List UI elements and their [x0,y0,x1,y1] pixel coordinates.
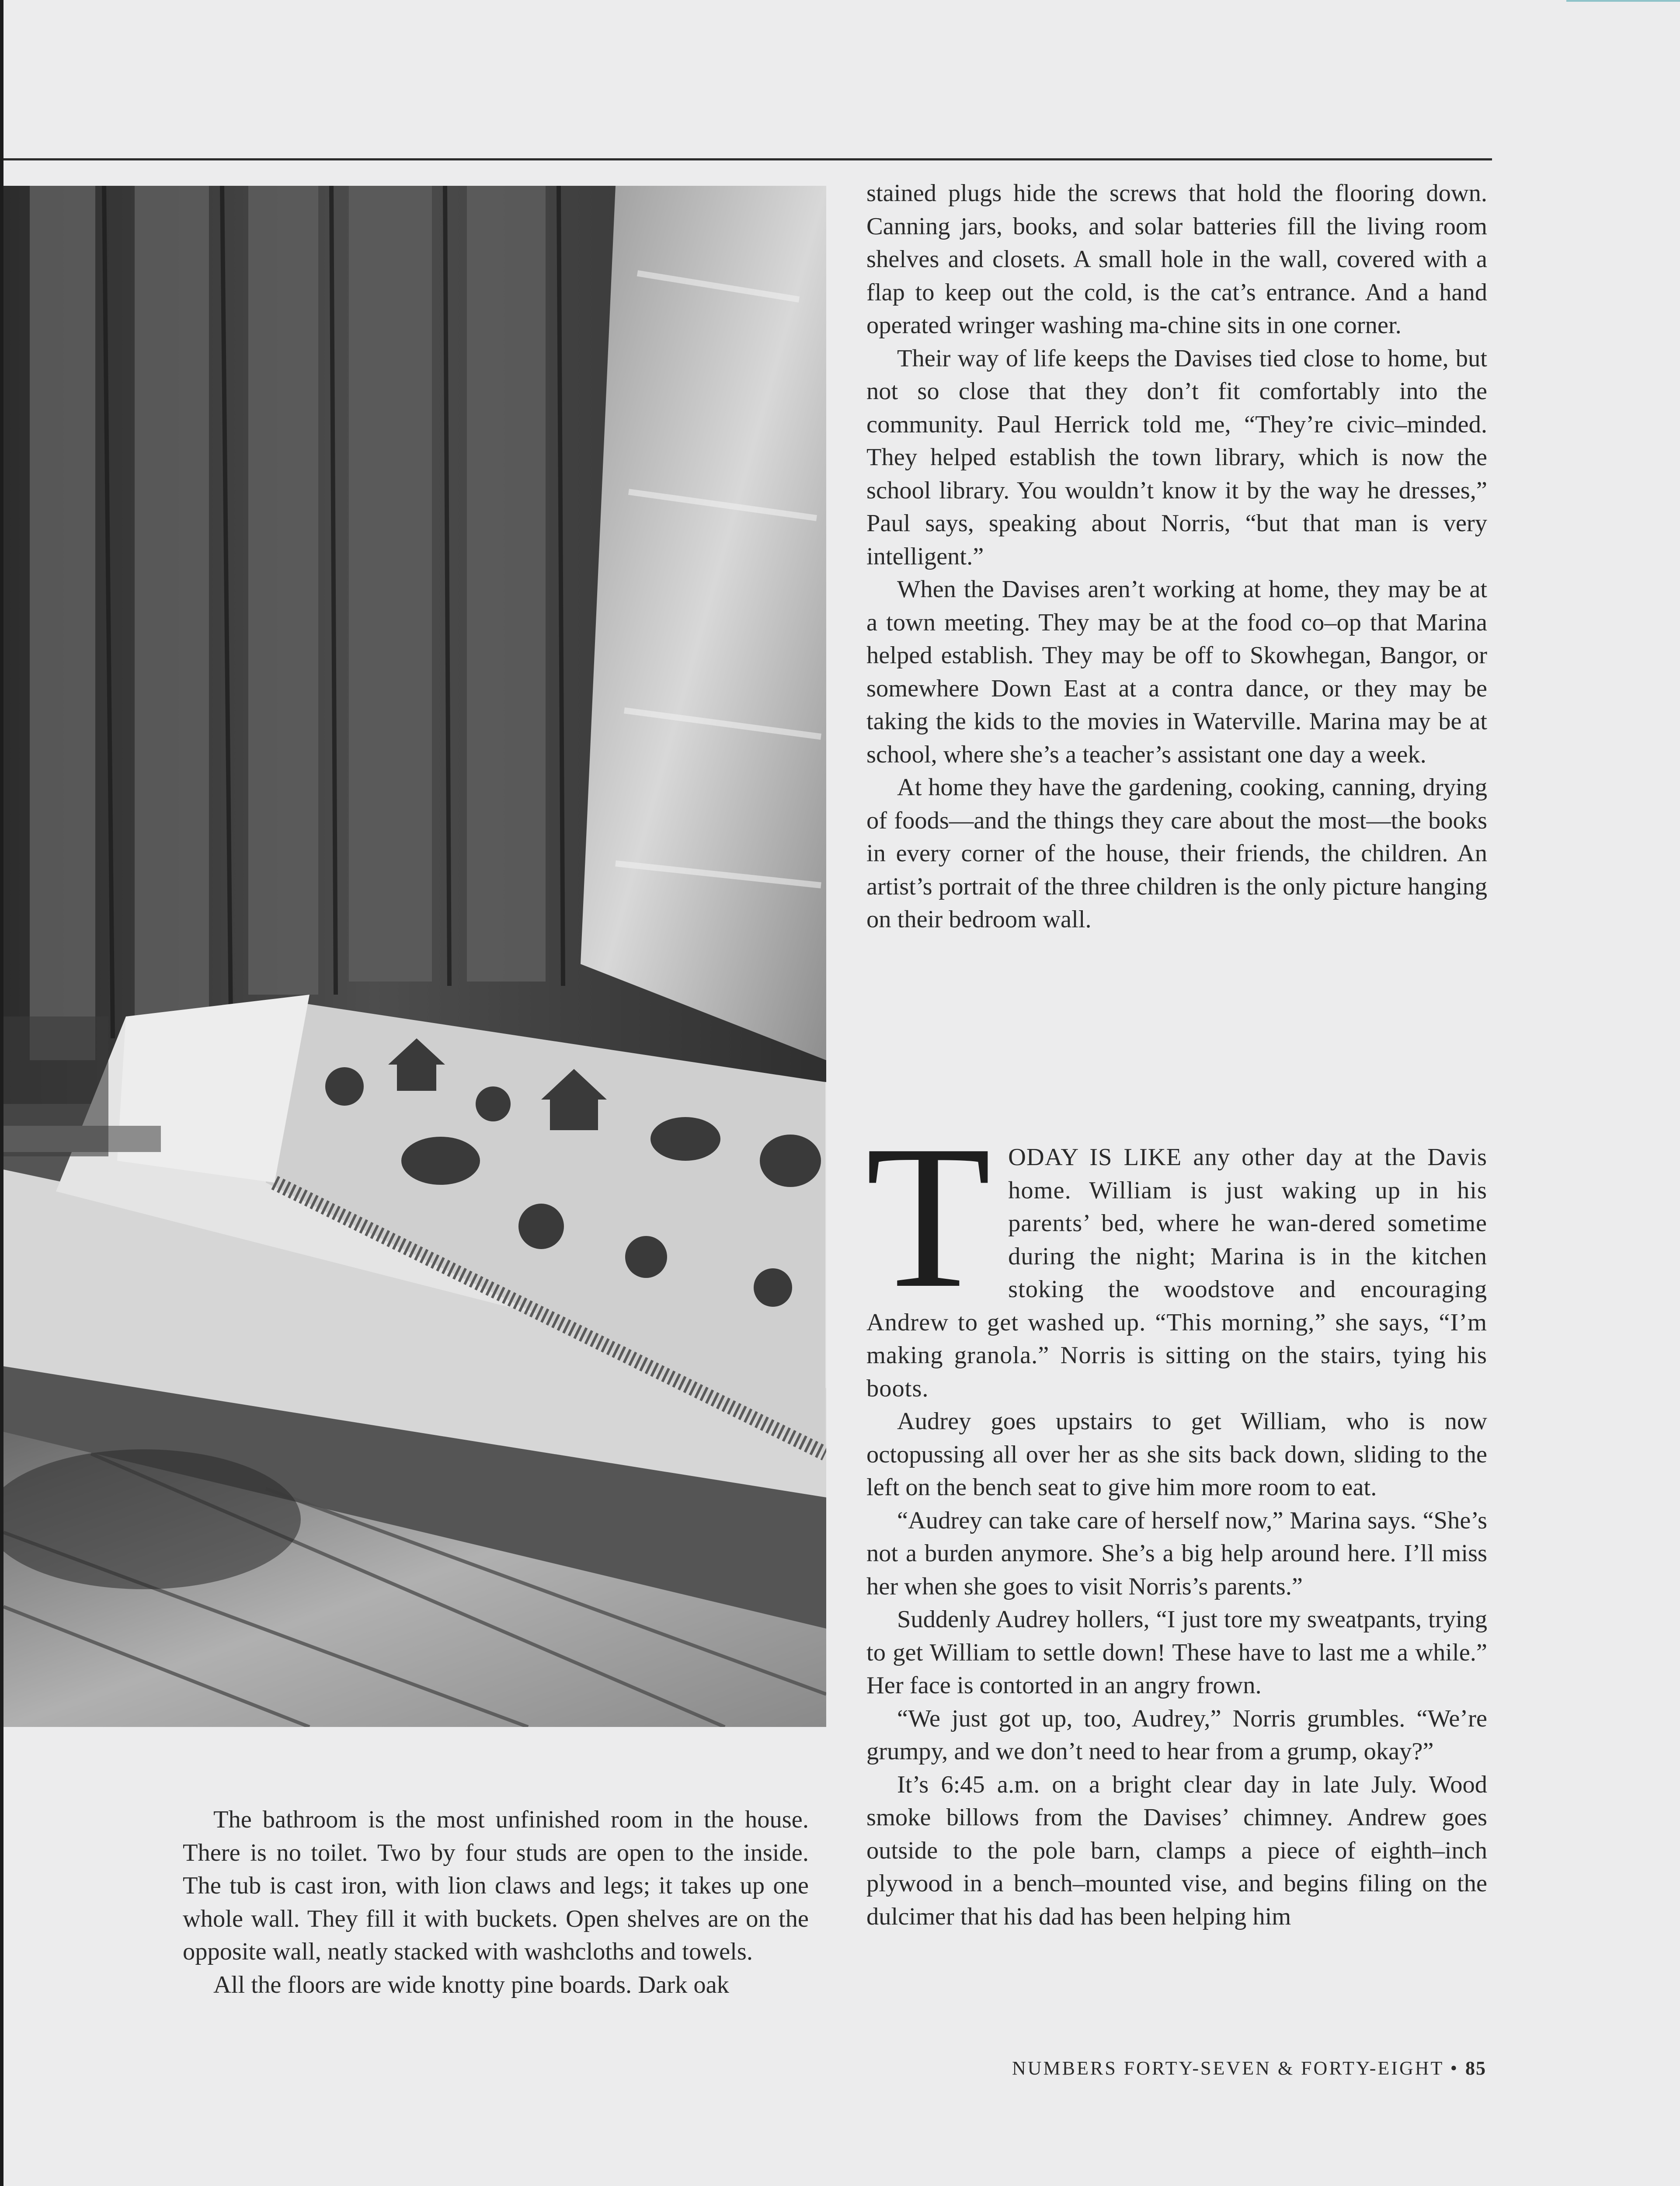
paragraph-2: Their way of life keeps the Davises tied close to home, but not so close that they don’t fit comfortably into the community. Paul Herrick told me, “They’re civic–minded. They helped establish the town library, which is now the school library. You wouldn’t know it by the way he dresses,” Paul says, speaking about Norris, “but that man is very intelligent.” [866,345,1487,570]
floors-paragraph: All the floors are wide knotty pine boards. Dark oak [213,1971,729,1998]
bedroom-photo [3,186,826,1727]
corner-accent [1566,0,1680,2]
paragraph-7: “Audrey can take care of herself now,” Marina says. “She’s not a burden anymore. She’s a big help around here. I’ll miss her when she goes to visit Norris’s parents.” [866,1507,1487,1600]
lead-text: ODAY IS LIKE any other day at the Davis home. William is just waking up in his parents’ bed, where he wan-dered sometime during the night; Marina is in the kitchen stoking the woodstove and encouraging Andrew to get washed up. “This morning,” she says, “I’m making granola.” Norris is sitting on the stairs, tying his boots. [866,1144,1487,1402]
left-column-bottom [183,1803,809,2002]
paragraph-6: Audrey goes upstairs to get William, who is now octopussing all over her as she sits back down, sliding to the left on the bench seat to give him more room to eat. [866,1408,1487,1501]
lead-paragraph [866,1103,1487,1405]
right-column-bottom [866,1103,1487,1933]
paragraph-10: It’s 6:45 a.m. on a bright clear day in late July. Wood smoke billows from the Davises’ chimney. Andrew goes outside to the pole barn, clamps a piece of eighth–inch plywood in a bench–mounted vise, and begins filing on the dulcimer that his dad has been helping him [866,1771,1487,1930]
bathroom-paragraph: The bathroom is the most unfinished room in the house. There is no toilet. Two by four studs are open to the inside. The tub is cast iron, with lion claws and legs; it takes up one whole wall. They fill it with buckets. Open shelves are on the opposite wall, neatly stacked with washcloths and towels. [183,1806,809,1965]
paragraph-8: Suddenly Audrey hollers, “I just tore my sweatpants, trying to get William to settle down! These have to last me a while.” Her face is contorted in an angry frown. [866,1606,1487,1699]
paragraph-4: At home they have the gardening, cooking, canning, drying of foods—and the things they care about the most—the books in every corner of the house, their friends, the children. An artist’s portrait of the three children is the only picture hanging on their bedroom wall. [866,774,1487,933]
paragraph-1: stained plugs hide the screws that hold the flooring down. Canning jars, books, and solar batteries fill the living room shelves and closets. A small hole in the wall, covered with a flap to keep out the cold, is the cat’s entrance. And a hand operated wringer washing ma-chine sits in one corner. [866,180,1487,339]
drop-cap: T [866,1103,992,1330]
page-footer [905,2057,1486,2079]
paragraph-3: When the Davises aren’t working at home, they may be at a town meeting. They may be at the food co–op that Marina helped establish. They may be off to Skowhegan, Bangor, or somewhere Down East at a contra dance, or they may be taking the kids to the movies in Waterville. Marina may be at school, where she’s a teacher’s assistant one day a week. [866,576,1487,768]
header-rule [3,158,1492,160]
page-number: 85 [1465,2057,1486,2079]
paragraph-9: “We just got up, too, Audrey,” Norris grumbles. “We’re grumpy, and we don’t need to hear from a grump, okay?” [866,1705,1487,1765]
right-column-top [866,177,1487,936]
left-edge-bar [0,0,3,2186]
issue-label: NUMBERS FORTY-SEVEN & FORTY-EIGHT • [1012,2057,1459,2079]
